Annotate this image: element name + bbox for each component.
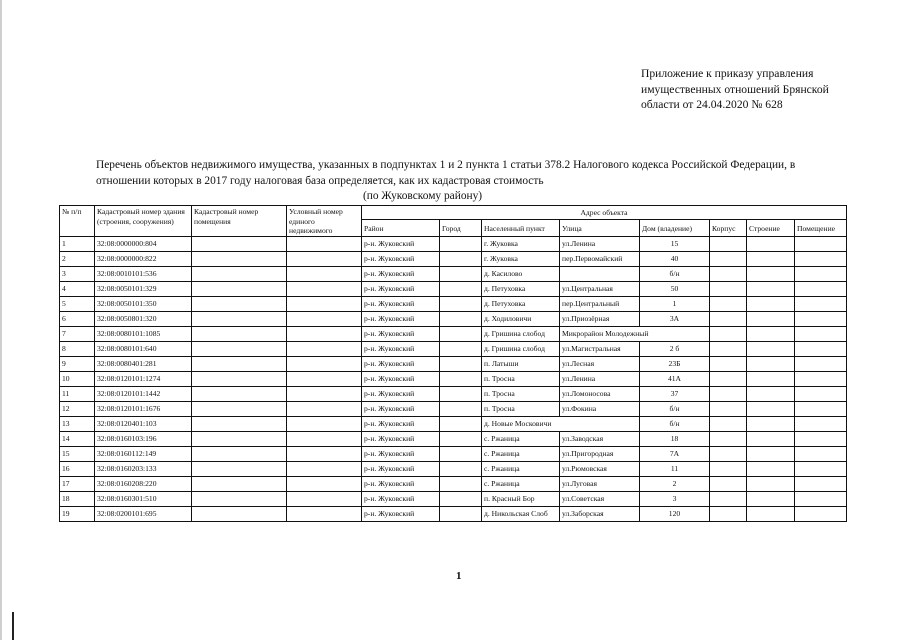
cell-room bbox=[795, 477, 847, 492]
table-row bbox=[60, 492, 847, 507]
cell-cadastral-room bbox=[192, 417, 287, 432]
cell-num: 6 bbox=[60, 312, 95, 327]
cell-city bbox=[440, 267, 482, 282]
cell-district: р-н. Жуковский bbox=[362, 342, 440, 357]
cell-conditional-number bbox=[287, 432, 362, 447]
cell-city bbox=[440, 282, 482, 297]
cell-district: р-н. Жуковский bbox=[362, 417, 440, 432]
cell-district: р-н. Жуковский bbox=[362, 402, 440, 417]
cell-district: р-н. Жуковский bbox=[362, 477, 440, 492]
cell-settlement: п. Красный Бор bbox=[482, 492, 560, 507]
cell-district: р-н. Жуковский bbox=[362, 432, 440, 447]
cell-district: р-н. Жуковский bbox=[362, 492, 440, 507]
cell-num: 3 bbox=[60, 267, 95, 282]
cell-cadastral-room bbox=[192, 342, 287, 357]
cell-cadastral-building: 32:08:0120101:1676 bbox=[95, 402, 192, 417]
cell-structure bbox=[747, 342, 795, 357]
cell-room bbox=[795, 342, 847, 357]
cell-settlement: д. Новые Московичи bbox=[482, 417, 640, 432]
cell-structure bbox=[747, 387, 795, 402]
cell-cadastral-room bbox=[192, 447, 287, 462]
cell-structure bbox=[747, 462, 795, 477]
cell-street: ул.Советская bbox=[560, 492, 640, 507]
cell-structure bbox=[747, 492, 795, 507]
cell-street: ул.Луговая bbox=[560, 477, 640, 492]
cell-conditional-number bbox=[287, 387, 362, 402]
cell-settlement: с. Ржаница bbox=[482, 432, 560, 447]
cell-house: б/н bbox=[640, 402, 710, 417]
cell-city bbox=[440, 387, 482, 402]
cell-district: р-н. Жуковский bbox=[362, 237, 440, 252]
cell-street: ул.Ломоносова bbox=[560, 387, 640, 402]
table-row bbox=[60, 312, 847, 327]
cell-city bbox=[440, 432, 482, 447]
cell-street: ул.Заводская bbox=[560, 432, 640, 447]
appendix-line-3: области от 24.04.2020 № 628 bbox=[641, 98, 783, 111]
cell-city bbox=[440, 402, 482, 417]
cell-num: 7 bbox=[60, 327, 95, 342]
cell-street: ул.Рюмовская bbox=[560, 462, 640, 477]
cell-num: 12 bbox=[60, 402, 95, 417]
cell-conditional-number bbox=[287, 342, 362, 357]
header-address: Адрес объекта bbox=[362, 206, 847, 220]
cell-cadastral-building: 32:08:0160203:133 bbox=[95, 462, 192, 477]
cell-district: р-н. Жуковский bbox=[362, 447, 440, 462]
cell-conditional-number bbox=[287, 462, 362, 477]
cell-block bbox=[710, 267, 747, 282]
header-house: Дом (владение) bbox=[640, 220, 710, 237]
cell-conditional-number bbox=[287, 477, 362, 492]
cell-settlement: д. Петуховка bbox=[482, 297, 560, 312]
cell-house: 7А bbox=[640, 447, 710, 462]
cell-cadastral-building: 32:08:0000000:822 bbox=[95, 252, 192, 267]
cell-structure bbox=[747, 477, 795, 492]
cell-house: 18 bbox=[640, 432, 710, 447]
cell-room bbox=[795, 402, 847, 417]
cell-cadastral-building: 32:08:0010101:536 bbox=[95, 267, 192, 282]
cell-house: 50 bbox=[640, 282, 710, 297]
cell-house: 3 bbox=[640, 492, 710, 507]
cell-district: р-н. Жуковский bbox=[362, 312, 440, 327]
cell-structure bbox=[747, 267, 795, 282]
cell-settlement: с. Ржаница bbox=[482, 447, 560, 462]
header-block: Корпус bbox=[710, 220, 747, 237]
cell-settlement: д. Касилово bbox=[482, 267, 560, 282]
table-row bbox=[60, 357, 847, 372]
cell-num: 10 bbox=[60, 372, 95, 387]
cell-cadastral-building: 32:08:0120401:103 bbox=[95, 417, 192, 432]
header-district: Район bbox=[362, 220, 440, 237]
cell-block bbox=[710, 297, 747, 312]
cell-conditional-number bbox=[287, 267, 362, 282]
cell-cadastral-room bbox=[192, 462, 287, 477]
cell-num: 17 bbox=[60, 477, 95, 492]
cell-cadastral-building: 32:08:0080401:281 bbox=[95, 357, 192, 372]
header-conditional-number: Условный номер единого недвижимого bbox=[287, 206, 362, 237]
cell-settlement: д. Петуховка bbox=[482, 282, 560, 297]
cell-city bbox=[440, 312, 482, 327]
cell-settlement: г. Жуковка bbox=[482, 237, 560, 252]
cell-street bbox=[560, 267, 640, 282]
cell-room bbox=[795, 312, 847, 327]
cell-street: ул.Пригородная bbox=[560, 447, 640, 462]
cell-district: р-н. Жуковский bbox=[362, 507, 440, 522]
cell-conditional-number bbox=[287, 492, 362, 507]
cell-district: р-н. Жуковский bbox=[362, 297, 440, 312]
appendix-note bbox=[641, 66, 891, 113]
cell-num: 9 bbox=[60, 357, 95, 372]
cell-cadastral-building: 32:08:0160103:196 bbox=[95, 432, 192, 447]
cell-block bbox=[710, 237, 747, 252]
header-room: Помещение bbox=[795, 220, 847, 237]
appendix-line-2: имущественных отношений Брянской bbox=[641, 82, 829, 96]
cell-cadastral-room bbox=[192, 372, 287, 387]
cell-house: 1 bbox=[640, 297, 710, 312]
cell-cadastral-room bbox=[192, 312, 287, 327]
cell-settlement: д. Ходиловичи bbox=[482, 312, 560, 327]
table-row bbox=[60, 342, 847, 357]
cell-street: Микрорайон Молодежный bbox=[560, 327, 710, 342]
cell-district: р-н. Жуковский bbox=[362, 267, 440, 282]
header-num: № п/п bbox=[60, 206, 95, 237]
cell-city bbox=[440, 327, 482, 342]
cell-city bbox=[440, 447, 482, 462]
header-cadastral-building: Кадастровый номер здания (строения, сооружения) bbox=[95, 206, 192, 237]
cell-street: ул.Заборская bbox=[560, 507, 640, 522]
cell-settlement: п. Тросна bbox=[482, 387, 560, 402]
cell-cadastral-building: 32:08:0160112:149 bbox=[95, 447, 192, 462]
cell-conditional-number bbox=[287, 507, 362, 522]
header-city: Город bbox=[440, 220, 482, 237]
cell-settlement: п. Тросна bbox=[482, 402, 560, 417]
cell-block bbox=[710, 507, 747, 522]
table-header-row bbox=[60, 206, 847, 220]
cell-room bbox=[795, 432, 847, 447]
cell-block bbox=[710, 387, 747, 402]
document-subtitle: (по Жуковскому району) bbox=[363, 190, 483, 202]
scan-mark bbox=[12, 612, 14, 640]
cell-room bbox=[795, 297, 847, 312]
cell-cadastral-room bbox=[192, 387, 287, 402]
cell-conditional-number bbox=[287, 252, 362, 267]
cell-room bbox=[795, 267, 847, 282]
cell-structure bbox=[747, 252, 795, 267]
cell-cadastral-building: 32:08:0080101:640 bbox=[95, 342, 192, 357]
cell-structure bbox=[747, 327, 795, 342]
cell-structure bbox=[747, 357, 795, 372]
cell-street: ул.Лесная bbox=[560, 357, 640, 372]
header-cadastral-room: Кадастровый номер помещения bbox=[192, 206, 287, 237]
table-row bbox=[60, 297, 847, 312]
cell-cadastral-room bbox=[192, 327, 287, 342]
cell-settlement: с. Ржаница bbox=[482, 462, 560, 477]
cell-cadastral-building: 32:08:0120101:1274 bbox=[95, 372, 192, 387]
cell-room bbox=[795, 417, 847, 432]
appendix-line-1: Приложение к приказу управления bbox=[641, 67, 814, 80]
cell-settlement: д. Никольская Слоб bbox=[482, 507, 560, 522]
cell-street: ул.Центральная bbox=[560, 282, 640, 297]
cell-conditional-number bbox=[287, 327, 362, 342]
cell-street: пер.Первомайский bbox=[560, 252, 640, 267]
table-row bbox=[60, 267, 847, 282]
cell-house: б/н bbox=[640, 417, 710, 432]
cell-cadastral-room bbox=[192, 402, 287, 417]
cell-settlement: д. Гришина слобод bbox=[482, 342, 560, 357]
cell-house: 120 bbox=[640, 507, 710, 522]
cell-block bbox=[710, 282, 747, 297]
table-row bbox=[60, 282, 847, 297]
cell-house: 2 б bbox=[640, 342, 710, 357]
cell-num: 2 bbox=[60, 252, 95, 267]
cell-conditional-number bbox=[287, 402, 362, 417]
cell-conditional-number bbox=[287, 297, 362, 312]
cell-city bbox=[440, 507, 482, 522]
cell-block bbox=[710, 312, 747, 327]
cell-house: 15 bbox=[640, 237, 710, 252]
page-number: 1 bbox=[456, 570, 462, 582]
cell-block bbox=[710, 357, 747, 372]
cell-house: 11 bbox=[640, 462, 710, 477]
table-row bbox=[60, 387, 847, 402]
header-street: Улица bbox=[560, 220, 640, 237]
cell-city bbox=[440, 372, 482, 387]
cell-cadastral-room bbox=[192, 507, 287, 522]
cell-room bbox=[795, 327, 847, 342]
cell-room bbox=[795, 357, 847, 372]
cell-block bbox=[710, 432, 747, 447]
cell-room bbox=[795, 282, 847, 297]
cell-block bbox=[710, 327, 747, 342]
cell-settlement: г. Жуковка bbox=[482, 252, 560, 267]
cell-num: 15 bbox=[60, 447, 95, 462]
table-row bbox=[60, 372, 847, 387]
cell-room bbox=[795, 252, 847, 267]
cell-city bbox=[440, 252, 482, 267]
header-settlement: Населенный пункт bbox=[482, 220, 560, 237]
cell-block bbox=[710, 477, 747, 492]
cell-structure bbox=[747, 297, 795, 312]
cell-house: 23Б bbox=[640, 357, 710, 372]
cell-district: р-н. Жуковский bbox=[362, 252, 440, 267]
cell-city bbox=[440, 477, 482, 492]
cell-cadastral-room bbox=[192, 297, 287, 312]
cell-block bbox=[710, 402, 747, 417]
table-body bbox=[60, 237, 847, 522]
cell-city bbox=[440, 462, 482, 477]
table-row bbox=[60, 477, 847, 492]
cell-cadastral-building: 32:08:0160208:220 bbox=[95, 477, 192, 492]
cell-num: 13 bbox=[60, 417, 95, 432]
cell-house: 40 bbox=[640, 252, 710, 267]
table-row bbox=[60, 462, 847, 477]
cell-block bbox=[710, 342, 747, 357]
cell-room bbox=[795, 492, 847, 507]
header-structure: Строение bbox=[747, 220, 795, 237]
cell-structure bbox=[747, 312, 795, 327]
cell-room bbox=[795, 372, 847, 387]
cell-settlement: п. Тросна bbox=[482, 372, 560, 387]
cell-cadastral-room bbox=[192, 252, 287, 267]
cell-room bbox=[795, 237, 847, 252]
cell-cadastral-room bbox=[192, 492, 287, 507]
cell-city bbox=[440, 357, 482, 372]
cell-num: 19 bbox=[60, 507, 95, 522]
cell-city bbox=[440, 492, 482, 507]
cell-house: б/н bbox=[640, 267, 710, 282]
table-row bbox=[60, 252, 847, 267]
cell-room bbox=[795, 507, 847, 522]
cell-cadastral-building: 32:08:0200101:695 bbox=[95, 507, 192, 522]
cell-conditional-number bbox=[287, 447, 362, 462]
cell-block bbox=[710, 252, 747, 267]
cell-street: ул.Ленина bbox=[560, 237, 640, 252]
cell-num: 5 bbox=[60, 297, 95, 312]
cell-house: 3А bbox=[640, 312, 710, 327]
cell-num: 18 bbox=[60, 492, 95, 507]
cell-district: р-н. Жуковский bbox=[362, 327, 440, 342]
cell-structure bbox=[747, 507, 795, 522]
cell-cadastral-room bbox=[192, 477, 287, 492]
cell-conditional-number bbox=[287, 237, 362, 252]
cell-num: 11 bbox=[60, 387, 95, 402]
cell-cadastral-building: 32:08:0080101:1085 bbox=[95, 327, 192, 342]
cell-cadastral-room bbox=[192, 237, 287, 252]
table-row bbox=[60, 402, 847, 417]
cell-room bbox=[795, 387, 847, 402]
table-row bbox=[60, 447, 847, 462]
cell-cadastral-building: 32:08:0050801:320 bbox=[95, 312, 192, 327]
cell-house: 41А bbox=[640, 372, 710, 387]
cell-cadastral-building: 32:08:0050101:350 bbox=[95, 297, 192, 312]
cell-cadastral-building: 32:08:0120101:1442 bbox=[95, 387, 192, 402]
table-row bbox=[60, 327, 847, 342]
cell-conditional-number bbox=[287, 357, 362, 372]
cell-house: 2 bbox=[640, 477, 710, 492]
cell-street: ул.Магистральная bbox=[560, 342, 640, 357]
scan-edge bbox=[0, 0, 2, 640]
cell-cadastral-building: 32:08:0050101:329 bbox=[95, 282, 192, 297]
cell-street: ул.Приозёрная bbox=[560, 312, 640, 327]
cell-settlement: с. Ржаница bbox=[482, 477, 560, 492]
cell-conditional-number bbox=[287, 282, 362, 297]
cell-cadastral-building: 32:08:0160301:510 bbox=[95, 492, 192, 507]
property-table bbox=[59, 205, 847, 522]
cell-structure bbox=[747, 417, 795, 432]
cell-district: р-н. Жуковский bbox=[362, 462, 440, 477]
cell-num: 8 bbox=[60, 342, 95, 357]
table-row bbox=[60, 417, 847, 432]
cell-district: р-н. Жуковский bbox=[362, 372, 440, 387]
cell-district: р-н. Жуковский bbox=[362, 387, 440, 402]
cell-cadastral-room bbox=[192, 357, 287, 372]
table-row bbox=[60, 507, 847, 522]
cell-district: р-н. Жуковский bbox=[362, 282, 440, 297]
cell-house: 37 bbox=[640, 387, 710, 402]
cell-street: пер.Центральный bbox=[560, 297, 640, 312]
cell-block bbox=[710, 417, 747, 432]
table-row bbox=[60, 432, 847, 447]
document-title: Перечень объектов недвижимого имущества, указанных в подпунктах 1 и 2 пункта 1 статьи 378.2 Налогового кодекса Российской Федерации, в отношении которых в 2017 году налоговая база определяется, как их кадастровая стоимость bbox=[96, 159, 796, 187]
cell-street: ул.Ленина bbox=[560, 372, 640, 387]
cell-district: р-н. Жуковский bbox=[362, 357, 440, 372]
cell-conditional-number bbox=[287, 312, 362, 327]
cell-cadastral-building: 32:08:0000000:804 bbox=[95, 237, 192, 252]
table-row bbox=[60, 237, 847, 252]
cell-cadastral-room bbox=[192, 432, 287, 447]
cell-block bbox=[710, 372, 747, 387]
cell-conditional-number bbox=[287, 372, 362, 387]
cell-cadastral-room bbox=[192, 267, 287, 282]
cell-structure bbox=[747, 402, 795, 417]
cell-cadastral-room bbox=[192, 282, 287, 297]
cell-num: 16 bbox=[60, 462, 95, 477]
cell-structure bbox=[747, 447, 795, 462]
cell-city bbox=[440, 417, 482, 432]
cell-city bbox=[440, 342, 482, 357]
cell-room bbox=[795, 447, 847, 462]
cell-structure bbox=[747, 432, 795, 447]
cell-block bbox=[710, 447, 747, 462]
cell-block bbox=[710, 462, 747, 477]
cell-settlement: п. Латыши bbox=[482, 357, 560, 372]
cell-street: ул.Фокина bbox=[560, 402, 640, 417]
cell-room bbox=[795, 462, 847, 477]
cell-settlement: д. Гришина слобод bbox=[482, 327, 560, 342]
cell-structure bbox=[747, 237, 795, 252]
cell-block bbox=[710, 492, 747, 507]
cell-structure bbox=[747, 282, 795, 297]
cell-structure bbox=[747, 372, 795, 387]
cell-conditional-number bbox=[287, 417, 362, 432]
cell-num: 1 bbox=[60, 237, 95, 252]
cell-city bbox=[440, 237, 482, 252]
cell-num: 4 bbox=[60, 282, 95, 297]
cell-city bbox=[440, 297, 482, 312]
cell-num: 14 bbox=[60, 432, 95, 447]
